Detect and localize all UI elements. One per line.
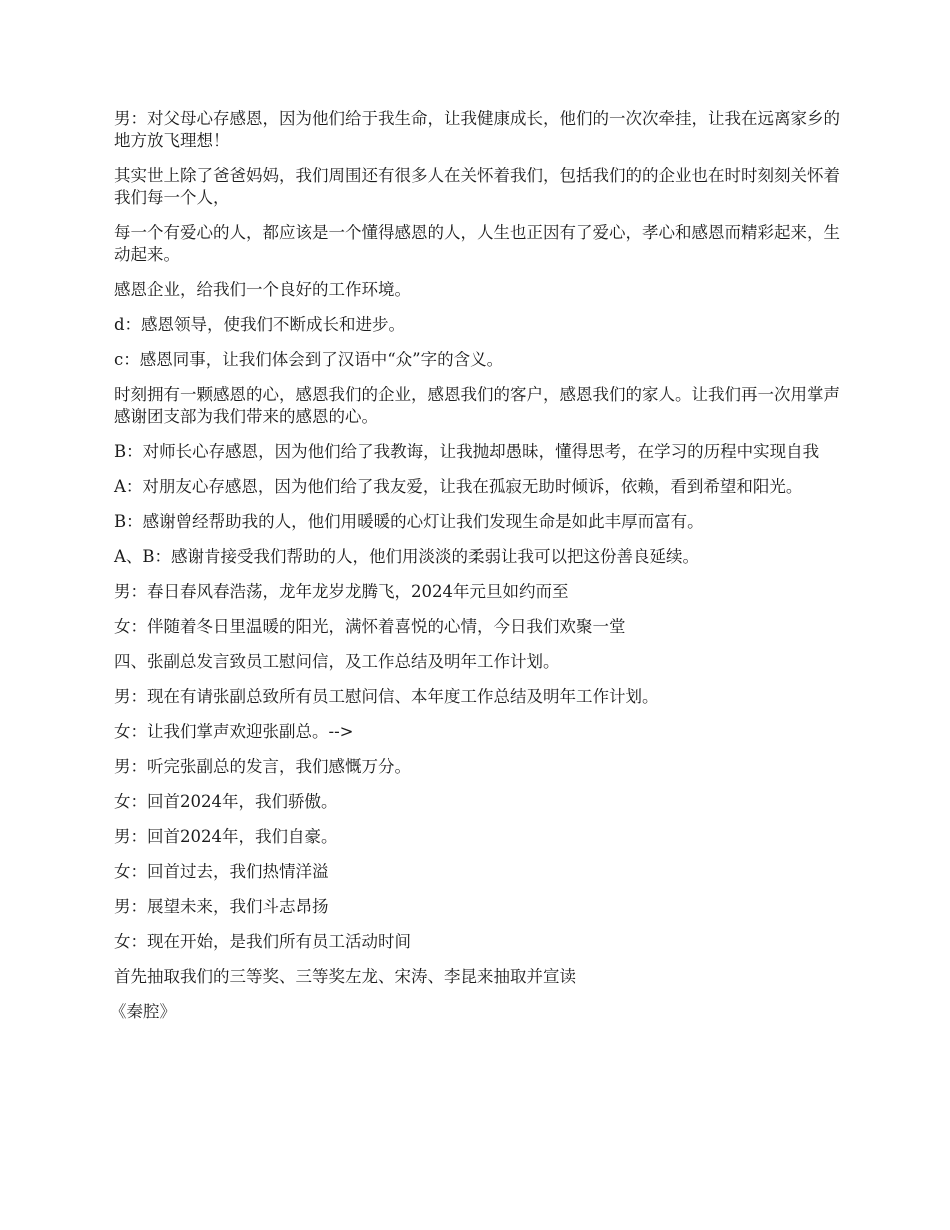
- paragraph-4: 感恩企业，给我们一个良好的工作环境。: [114, 280, 411, 299]
- paragraph-13: 女：伴随着冬日里温暖的阳光，满怀着喜悦的心情，今日我们欢聚一堂: [114, 617, 626, 636]
- paragraph-19: 男：回首2024年，我们自豪。: [114, 827, 338, 846]
- paragraph-1: 男：对父母心存感恩，因为他们给于我生命，让我健康成长，他们的一次次牵挂，让我在远离家乡的地方放飞理想！: [114, 109, 840, 150]
- paragraph-12: 男：春日春风春浩荡，龙年龙岁龙腾飞，2024年元旦如约而至: [114, 582, 569, 601]
- paragraph-6: c：感恩同事，让我们体会到了汉语中“众”字的含义。: [114, 350, 504, 369]
- paragraph-22: 女：现在开始，是我们所有员工活动时间: [114, 932, 411, 951]
- paragraph-20: 女：回首过去，我们热情洋溢: [114, 862, 329, 881]
- paragraph-9: A：对朋友心存感恩，因为他们给了我友爱，让我在孤寂无助时倾诉，依赖，看到希望和阳光。: [114, 477, 803, 496]
- paragraph-15: 男：现在有请张副总致所有员工慰问信、本年度工作总结及明年工作计划。: [114, 687, 659, 706]
- paragraph-3: 每一个有爱心的人，都应该是一个懂得感恩的人，人生也正因有了爱心，孝心和感恩而精彩起来，生动起来。: [114, 223, 840, 264]
- paragraph-23: 首先抽取我们的三等奖、三等奖左龙、宋涛、李昆来抽取并宣读: [114, 967, 576, 986]
- paragraph-5: d：感恩领导，使我们不断成长和进步。: [114, 315, 406, 334]
- paragraph-24: 《秦腔》: [110, 1002, 176, 1021]
- paragraph-7: 时刻拥有一颗感恩的心，感恩我们的企业，感恩我们的客户，感恩我们的家人。让我们再一次用掌声感谢团支部为我们带来的感恩的心。: [114, 385, 840, 426]
- paragraph-16: 女：让我们掌声欢迎张副总。-->: [114, 722, 354, 741]
- document-body: [110, 108, 844, 1036]
- paragraph-8: B：对师长心存感恩，因为他们给了我教诲，让我抛却愚昧，懂得思考，在学习的历程中实现自我: [114, 442, 820, 461]
- paragraph-2: 其实世上除了爸爸妈妈，我们周围还有很多人在关怀着我们，包括我们的的企业也在时时刻刻关怀着我们每一个人，: [114, 166, 840, 207]
- paragraph-17: 男：听完张副总的发言，我们感慨万分。: [114, 757, 411, 776]
- paragraph-18: 女：回首2024年，我们骄傲。: [114, 792, 338, 811]
- paragraph-21: 男：展望未来，我们斗志昂扬: [114, 897, 329, 916]
- paragraph-10: B：感谢曾经帮助我的人，他们用暖暖的心灯让我们发现生命是如此丰厚而富有。: [114, 512, 704, 531]
- paragraph-11: A、B：感谢肯接受我们帮助的人，他们用淡淡的柔弱让我可以把这份善良延续。: [114, 547, 700, 566]
- paragraph-14: 四、张副总发言致员工慰问信，及工作总结及明年工作计划。: [114, 652, 560, 671]
